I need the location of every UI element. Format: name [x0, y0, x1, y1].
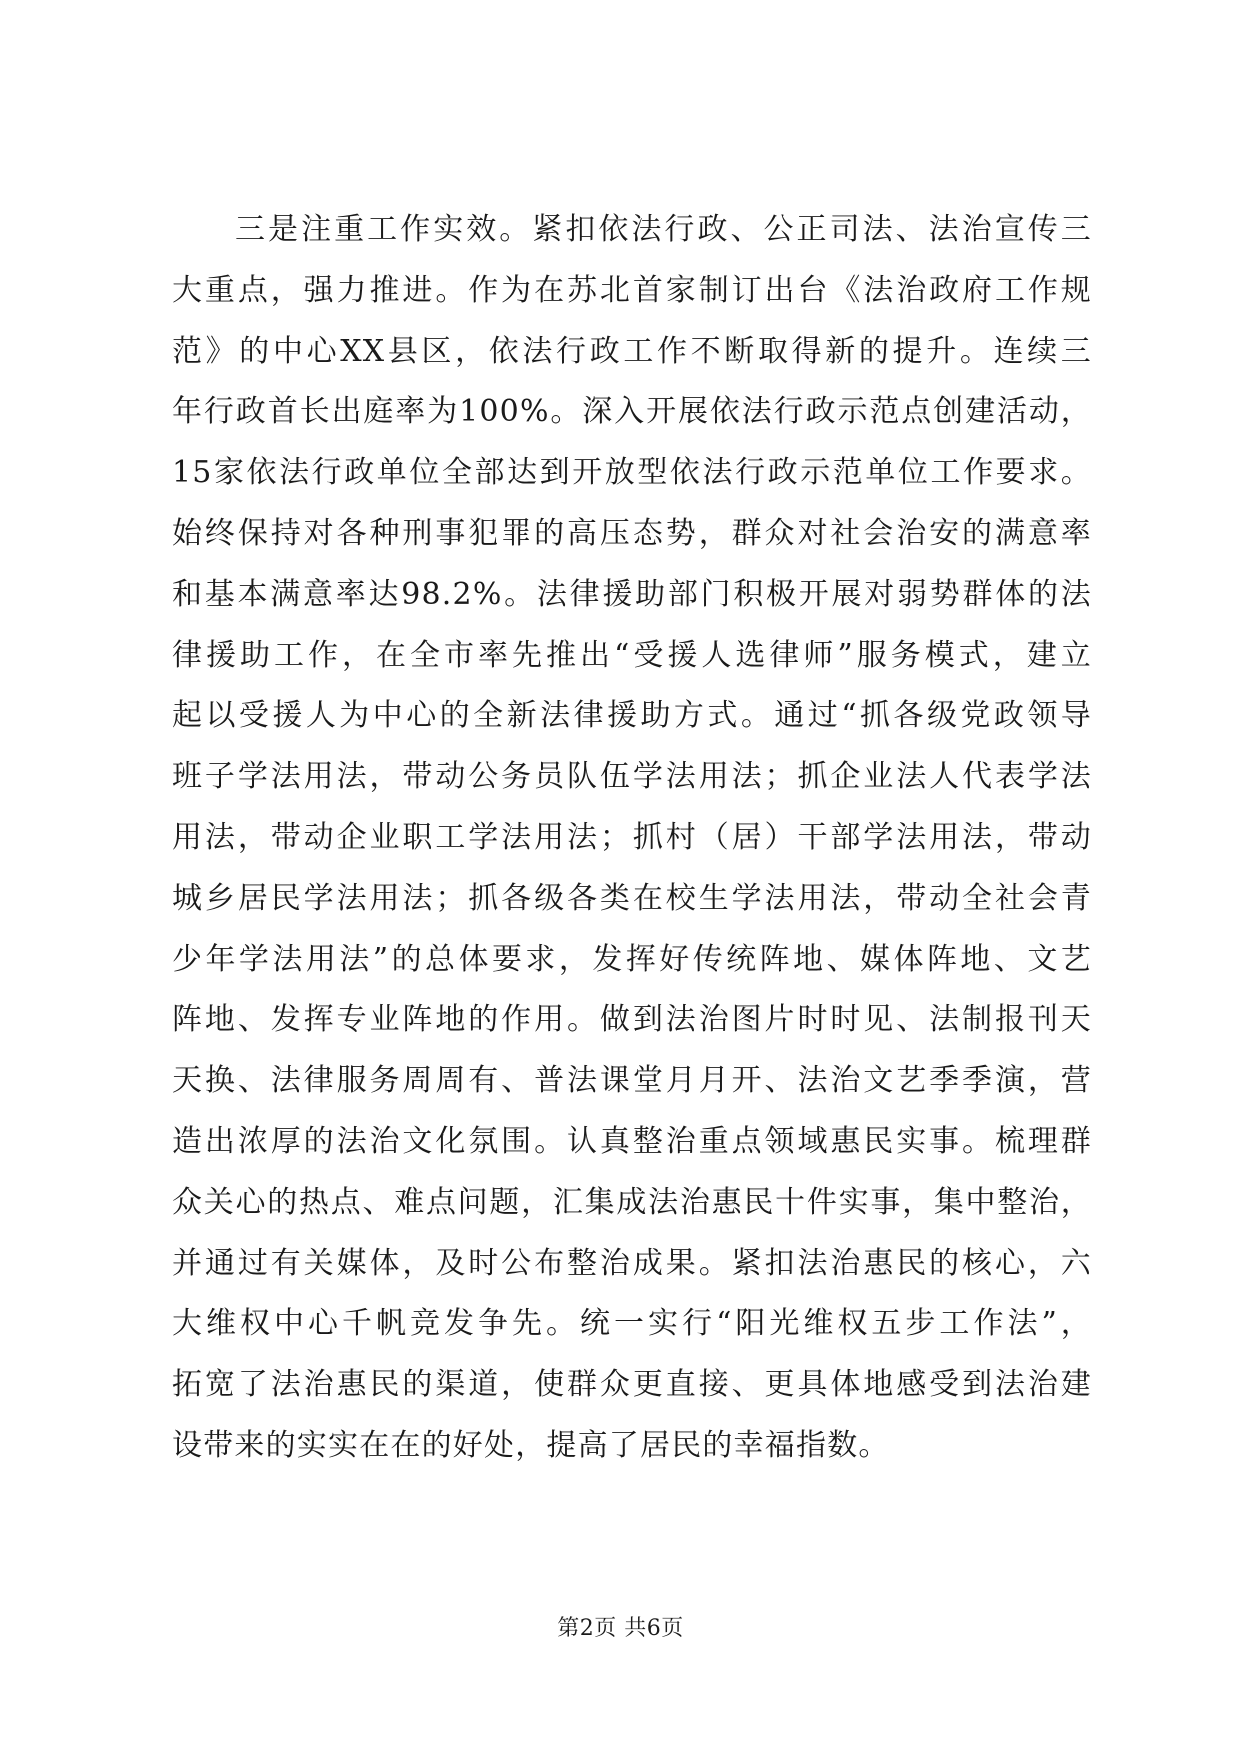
- paragraph-line: 班子学法用法，带动公务员队伍学法用法；抓企业法人代表学法: [172, 759, 1092, 795]
- paragraph-line: 年行政首长出庭率为100%。深入开展依法行政示范点创建活动，: [172, 394, 1092, 430]
- paragraph-line: 拓宽了法治惠民的渠道，使群众更直接、更具体地感受到法治建: [172, 1367, 1092, 1403]
- paragraph-line: 用法，带动企业职工学法用法；抓村（居）干部学法用法，带动: [172, 819, 1092, 855]
- paragraph-line: 阵地、发挥专业阵地的作用。做到法治图片时时见、法制报刊天: [172, 1002, 1092, 1038]
- paragraph-line: 起以受援人为中心的全新法律援助方式。通过“抓各级党政领导: [172, 698, 1092, 734]
- paragraph-line: 城乡居民学法用法；抓各级各类在校生学法用法，带动全社会青: [172, 880, 1092, 916]
- paragraph-line: 三是注重工作实效。紧扣依法行政、公正司法、法治宣传三: [235, 212, 1092, 247]
- paragraph-line: 天换、法律服务周周有、普法课堂月月开、法治文艺季季演，营: [172, 1063, 1092, 1099]
- paragraph-line: 范》的中心XX县区，依法行政工作不断取得新的提升。连续三: [172, 333, 1092, 369]
- page-number-footer: 第2页 共6页: [557, 1616, 684, 1641]
- paragraph-line: 始终保持对各种刑事犯罪的高压态势，群众对社会治安的满意率: [172, 515, 1092, 551]
- body-paragraph: [172, 208, 1092, 1485]
- paragraph-line: 造出浓厚的法治文化氛围。认真整治重点领域惠民实事。梳理群: [172, 1123, 1092, 1159]
- paragraph-line: 设带来的实实在在的好处，提高了居民的幸福指数。: [172, 1427, 890, 1463]
- paragraph-line: 和基本满意率达98.2%。法律援助部门积极开展对弱势群体的法: [172, 576, 1092, 612]
- paragraph-line: 少年学法用法”的总体要求，发挥好传统阵地、媒体阵地、文艺: [172, 941, 1092, 977]
- paragraph-line: 并通过有关媒体，及时公布整治成果。紧扣法治惠民的核心，六: [172, 1245, 1092, 1281]
- paragraph-line: 律援助工作，在全市率先推出“受援人选律师”服务模式，建立: [172, 637, 1092, 673]
- paragraph-line: 大维权中心千帆竞发争先。统一实行“阳光维权五步工作法”，: [172, 1306, 1092, 1342]
- paragraph-line: 15家依法行政单位全部达到开放型依法行政示范单位工作要求。: [172, 455, 1092, 491]
- paragraph-line: 众关心的热点、难点问题，汇集成法治惠民十件实事，集中整治，: [172, 1184, 1092, 1220]
- paragraph-line: 大重点，强力推进。作为在苏北首家制订出台《法治政府工作规: [172, 272, 1092, 308]
